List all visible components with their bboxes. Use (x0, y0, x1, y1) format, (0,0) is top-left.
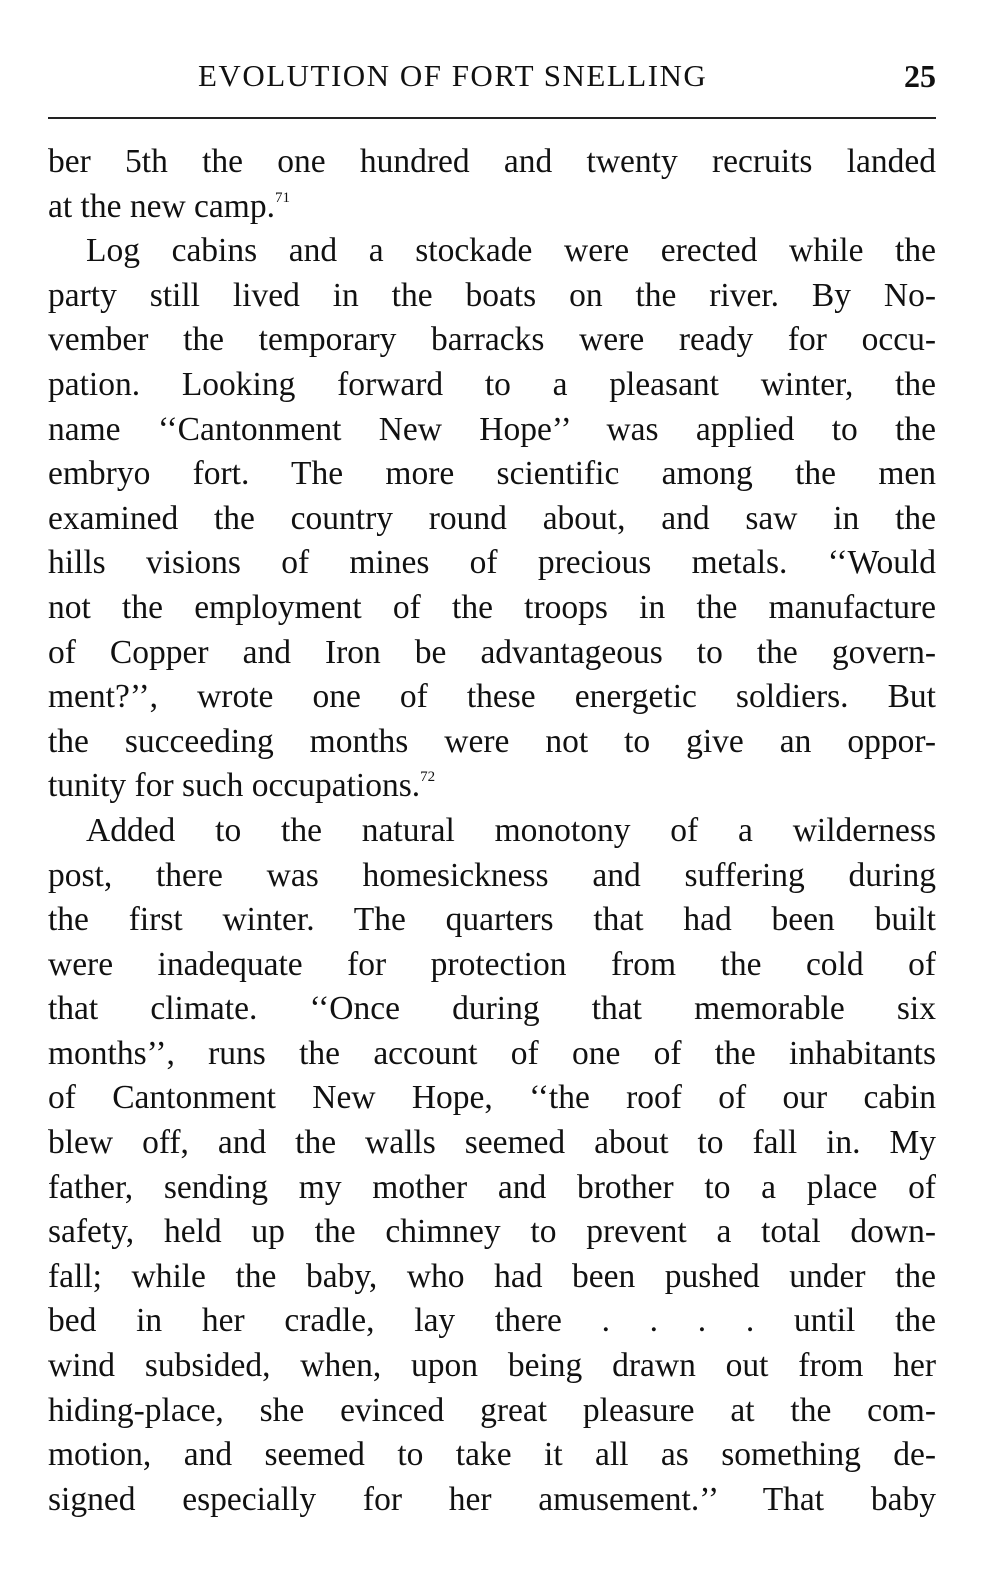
text-line (48, 1299, 936, 1344)
line-text: pation. Looking forward to a pleasant winter, the (48, 365, 936, 403)
line-text: examined the country round about, and saw in the (48, 499, 936, 537)
line-text: the first winter. The quarters that had been built (48, 901, 936, 939)
running-head (48, 58, 936, 102)
line-text: of Copper and Iron be advantageous to the govern- (48, 633, 936, 671)
line-text: of Cantonment New Hope, ‘‘the roof of our cabin (48, 1079, 936, 1117)
text-line (48, 1076, 936, 1121)
line-text: the succeeding months were not to give an oppor- (48, 722, 936, 760)
line-text: party still lived in the boats on the river. By No- (48, 276, 936, 314)
text-line (48, 1389, 936, 1434)
text-line (48, 631, 936, 676)
text-line (48, 408, 936, 453)
line-text: embryo fort. The more scientific among the men (48, 455, 936, 493)
paragraph (48, 809, 936, 1523)
page-number: 25 (904, 58, 936, 94)
line-text: were inadequate for protection from the cold of (48, 945, 936, 983)
line-text: post, there was homesickness and suffering during (48, 856, 936, 894)
text-line (48, 764, 936, 809)
line-text: father, sending my mother and brother to a place of (48, 1168, 936, 1206)
line-text: tunity for such occupations. (48, 767, 421, 805)
text-line (48, 229, 936, 274)
line-text: months’’, runs the account of one of the inhabitants (48, 1034, 936, 1072)
text-line (48, 1166, 936, 1211)
text-line (48, 1433, 936, 1478)
text-line (48, 452, 936, 497)
line-text: signed especially for her amusement.’’ That baby (48, 1480, 936, 1518)
line-text: safety, held up the chimney to prevent a total down- (48, 1213, 936, 1251)
paragraph (48, 140, 936, 229)
text-line (48, 1478, 936, 1523)
line-text: wind subsided, when, upon being drawn out from her (48, 1347, 936, 1385)
line-text: hiding-place, she evinced great pleasure at the com- (48, 1391, 936, 1429)
header-rule (48, 117, 936, 119)
text-line (48, 497, 936, 542)
line-text: fall; while the baby, who had been pushed under the (48, 1257, 936, 1295)
text-line (48, 943, 936, 988)
text-line (48, 1255, 936, 1300)
text-line (48, 1032, 936, 1077)
line-text: name ‘‘Cantonment New Hope’’ was applied to the (48, 410, 936, 448)
line-text: at the new camp. (48, 187, 275, 225)
line-text: ment?’’, wrote one of these energetic soldiers. But (48, 678, 936, 716)
text-line (48, 854, 936, 899)
text-line (48, 274, 936, 319)
text-line (48, 898, 936, 943)
body-text (48, 140, 936, 1522)
footnote-marker: 71 (274, 189, 290, 206)
text-line (48, 363, 936, 408)
text-line (48, 675, 936, 720)
text-line (48, 185, 936, 230)
running-title: EVOLUTION OF FORT SNELLING (198, 58, 708, 93)
line-text: Added to the natural monotony of a wilderness (86, 811, 936, 849)
text-line (48, 720, 936, 765)
line-text: hills visions of mines of precious metals. ‘‘Would (48, 544, 936, 582)
footnote-marker: 72 (420, 769, 436, 786)
text-line (48, 586, 936, 631)
text-line (48, 318, 936, 363)
paragraph (48, 229, 936, 809)
line-text: motion, and seemed to take it all as something de- (48, 1436, 936, 1474)
line-text: ber 5th the one hundred and twenty recruits landed (48, 143, 936, 180)
line-text: blew off, and the walls seemed about to fall in. My (48, 1124, 936, 1162)
text-line (48, 1121, 936, 1166)
line-text: Log cabins and a stockade were erected while the (86, 232, 936, 270)
text-line (48, 1210, 936, 1255)
line-text: not the employment of the troops in the manufacture (48, 588, 936, 626)
line-text: that climate. ‘‘Once during that memorable six (48, 990, 936, 1028)
text-line (48, 809, 936, 854)
line-text: bed in her cradle, lay there . . . . until the (48, 1302, 936, 1340)
text-line (48, 140, 936, 185)
text-line (48, 1344, 936, 1389)
line-text: vember the temporary barracks were ready for occu- (48, 321, 936, 359)
text-line (48, 541, 936, 586)
text-line (48, 987, 936, 1032)
